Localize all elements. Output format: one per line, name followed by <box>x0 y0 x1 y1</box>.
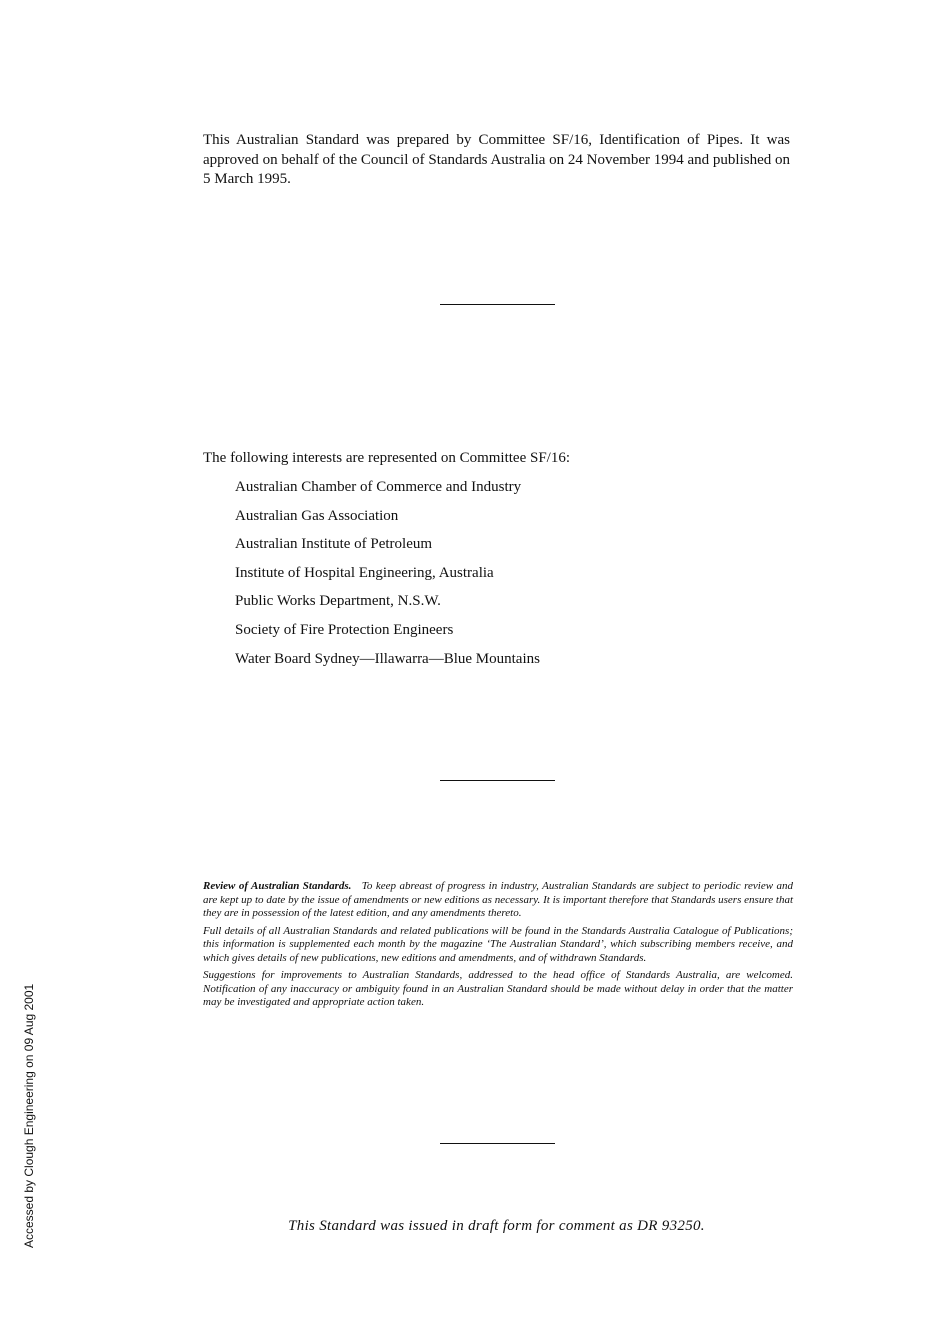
list-item: Australian Gas Association <box>235 507 399 524</box>
interests-list <box>203 478 790 669</box>
list-item: Australian Institute of Petroleum <box>235 536 433 553</box>
draft-note: This Standard was issued in draft form for comment as DR 93250. <box>288 1218 705 1234</box>
interests-heading: The following interests are represented on Committee SF/16: <box>203 450 571 466</box>
access-stamp: Accessed by Clough Engineering on 09 Aug 2001 <box>22 983 36 1248</box>
section-divider <box>440 780 555 781</box>
review-text: To keep abreast of progress in industry, Australian Standards are subject to periodic review and are kept up to date by the issue of amendments or new editions as necessary. It is important therefore that Standards users ensure that they are in possession of the latest edition, and any amendments thereto. <box>203 880 793 919</box>
list-item: Society of Fire Protection Engineers <box>235 621 454 638</box>
catalogue-paragraph: Full details of all Australian Standards and related publications will be found in the Standards Australia Catalogue of Publications; this information is supplemented each month by the magazine ‘The Australian Standard’, which subscribing members receive, and which gives details of new publications, new editions and amendments, and of withdrawn Standards. <box>203 924 793 964</box>
section-divider <box>440 1143 555 1144</box>
suggestions-paragraph: Suggestions for improvements to Australian Standards, addressed to the head office of Standards Australia, are welcomed. Notification of any inaccuracy or ambiguity found in an Australian Standard should be made without delay in order that the matter may be investigated and appropriate action taken. <box>203 969 793 1008</box>
committee-preparation-statement: This Australian Standard was prepared by Committee SF/16, Identification of Pipes. It was approved on behalf of the Council of Standards Australia on 24 November 1994 and published on 5 March 1995. <box>203 132 790 187</box>
list-item: Institute of Hospital Engineering, Australia <box>235 564 494 581</box>
committee-interests-section <box>203 449 790 678</box>
review-lead: Review of Australian Standards. <box>203 880 352 892</box>
list-item: Water Board Sydney—Illawarra—Blue Mountains <box>235 650 540 667</box>
review-paragraph <box>203 880 793 921</box>
list-item: Australian Chamber of Commerce and Industry <box>235 479 522 495</box>
review-notice <box>203 880 793 1014</box>
list-item: Public Works Department, N.S.W. <box>235 593 441 610</box>
section-divider <box>440 304 555 305</box>
